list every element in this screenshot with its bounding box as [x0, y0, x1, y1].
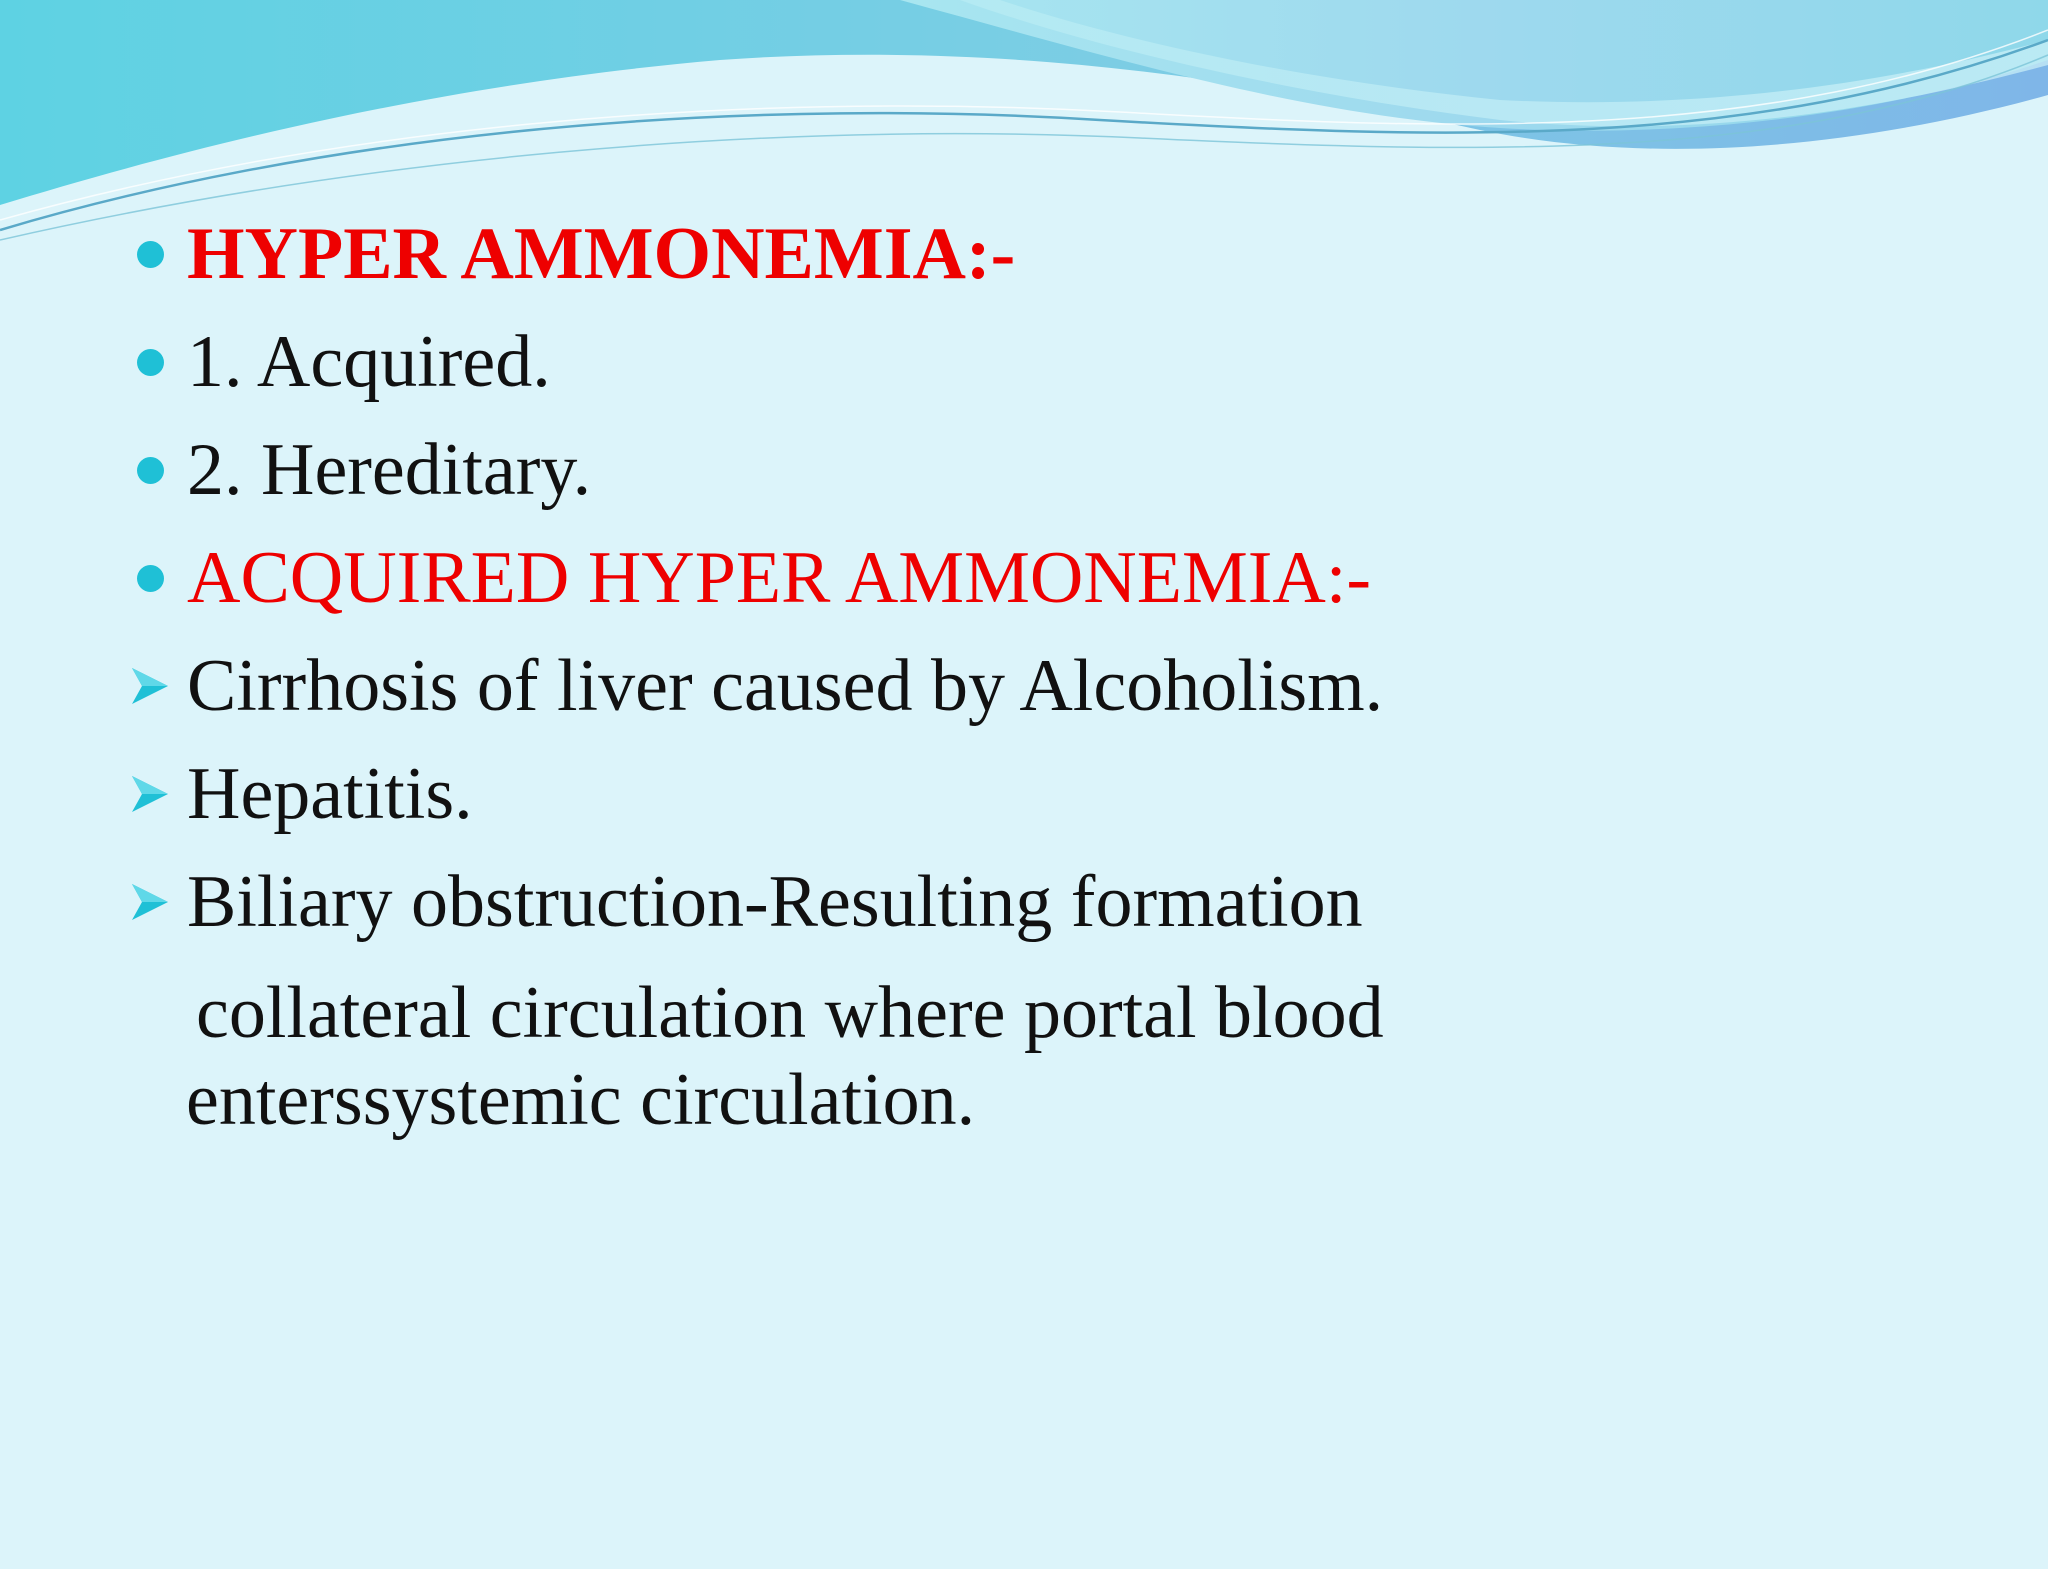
item-biliary-obstruction: Biliary obstruction-Resulting formation [187, 861, 1363, 943]
continuation-line: collateral circulation where portal blood [196, 972, 1384, 1054]
arrow-bullet-icon [128, 880, 172, 924]
round-bullet-icon [128, 340, 172, 384]
continuation-line: enterssystemic circulation. [186, 1059, 976, 1141]
round-bullet-icon [128, 556, 172, 600]
round-bullet-icon [128, 448, 172, 492]
list-item [128, 200, 1888, 308]
item-cirrhosis: Cirrhosis of liver caused by Alcoholism. [187, 645, 1384, 727]
list-item [128, 524, 1888, 632]
heading-hyperammonemia: HYPER AMMONEMIA:- [187, 213, 1016, 295]
bullet-list [128, 200, 1888, 956]
arrow-bullet-icon [128, 772, 172, 816]
list-item [128, 740, 1888, 848]
arrow-bullet-icon [128, 664, 172, 708]
list-item [128, 632, 1888, 740]
list-item [128, 416, 1888, 524]
item-hepatitis: Hepatitis. [187, 753, 473, 835]
item-acquired: 1. Acquired. [187, 321, 551, 403]
list-item [128, 308, 1888, 416]
round-bullet-icon [128, 232, 172, 276]
heading-acquired-hyperammonemia: ACQUIRED HYPER AMMONEMIA:- [187, 537, 1372, 619]
item-hereditary: 2. Hereditary. [187, 429, 592, 511]
list-item [128, 848, 1888, 956]
